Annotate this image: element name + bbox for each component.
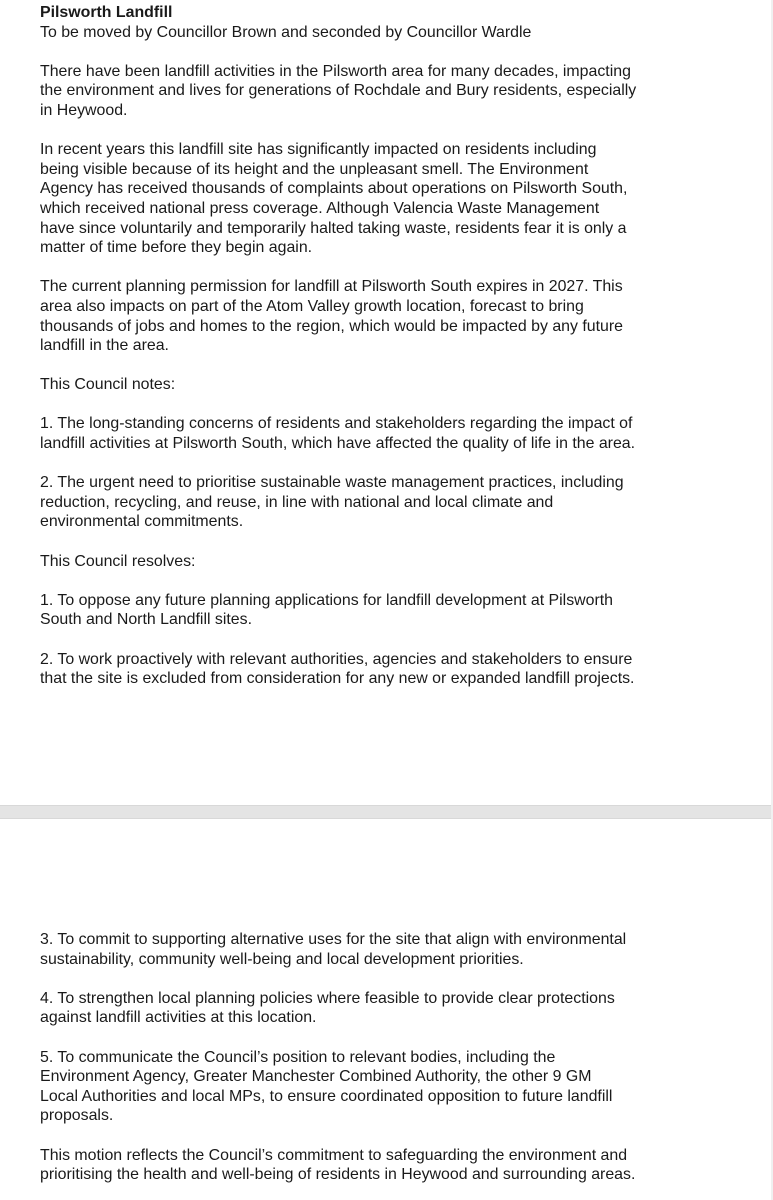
motion-title: Pilsworth Landfill [40,4,173,21]
background-paragraph-2: In recent years this landfill site has significantly impacted on residents including being visible because of its height and the unpleasant smell. The Environment Agency has received thousands of complaints about operations on Pilsworth South, which received national press coverage. Although Valencia Waste Management have since voluntarily and temporarily halted taking waste, residents fear it is only a matter of time before they begin again. [40,141,628,257]
resolve-item-2: 2. To work proactively with relevant authorities, agencies and stakeholders to ensure that the site is excluded from consideration for any new or expanded landfill projects. [40,650,635,688]
page-break-divider [0,805,773,819]
document-page-2 [0,819,773,1200]
note-item-2: 2. The urgent need to prioritise sustainable waste management practices, including reduction, recycling, and reuse, in line with national and local climate and environmental commitments. [40,474,624,531]
note-item-1: 1. The long-standing concerns of residents and stakeholders regarding the impact of landfill activities at Pilsworth South, which have affected the quality of life in the area. [40,415,636,453]
motion-mover-line: To be moved by Councillor Brown and seconded by Councillor Wardle [40,23,532,41]
resolve-item-1: 1. To oppose any future planning applications for landfill development at Pilsworth South and North Landfill sites. [40,591,614,629]
resolves-heading: This Council resolves: [40,552,196,570]
resolve-item-4: 4. To strengthen local planning policies where feasible to provide clear protections against landfill activities at this location. [40,989,615,1027]
closing-statement: This motion reflects the Council’s commitment to safeguarding the environment and prioritising the health and well-being of residents in Heywood and surrounding areas. [40,1146,636,1184]
background-paragraph-1: There have been landfill activities in the Pilsworth area for many decades, impacting the environment and lives for generations of Rochdale and Bury residents, especially in Heywood. [40,62,637,119]
resolve-item-5: 5. To communicate the Council’s position to relevant bodies, including the Environment Agency, Greater Manchester Combined Authority, the other 9 GM Local Authorities and local MPs, to ensure coordinated opposition to future landfill proposals. [40,1048,613,1125]
background-paragraph-3: The current planning permission for landfill at Pilsworth South expires in 2027. This area also impacts on part of the Atom Valley growth location, forecast to bring thousands of jobs and homes to the region, which would be impacted by any future landfill in the area. [40,278,624,355]
resolve-item-3: 3. To commit to supporting alternative uses for the site that align with environmental sustainability, community well-being and local development priorities. [40,931,627,968]
notes-heading: This Council notes: [40,376,176,394]
